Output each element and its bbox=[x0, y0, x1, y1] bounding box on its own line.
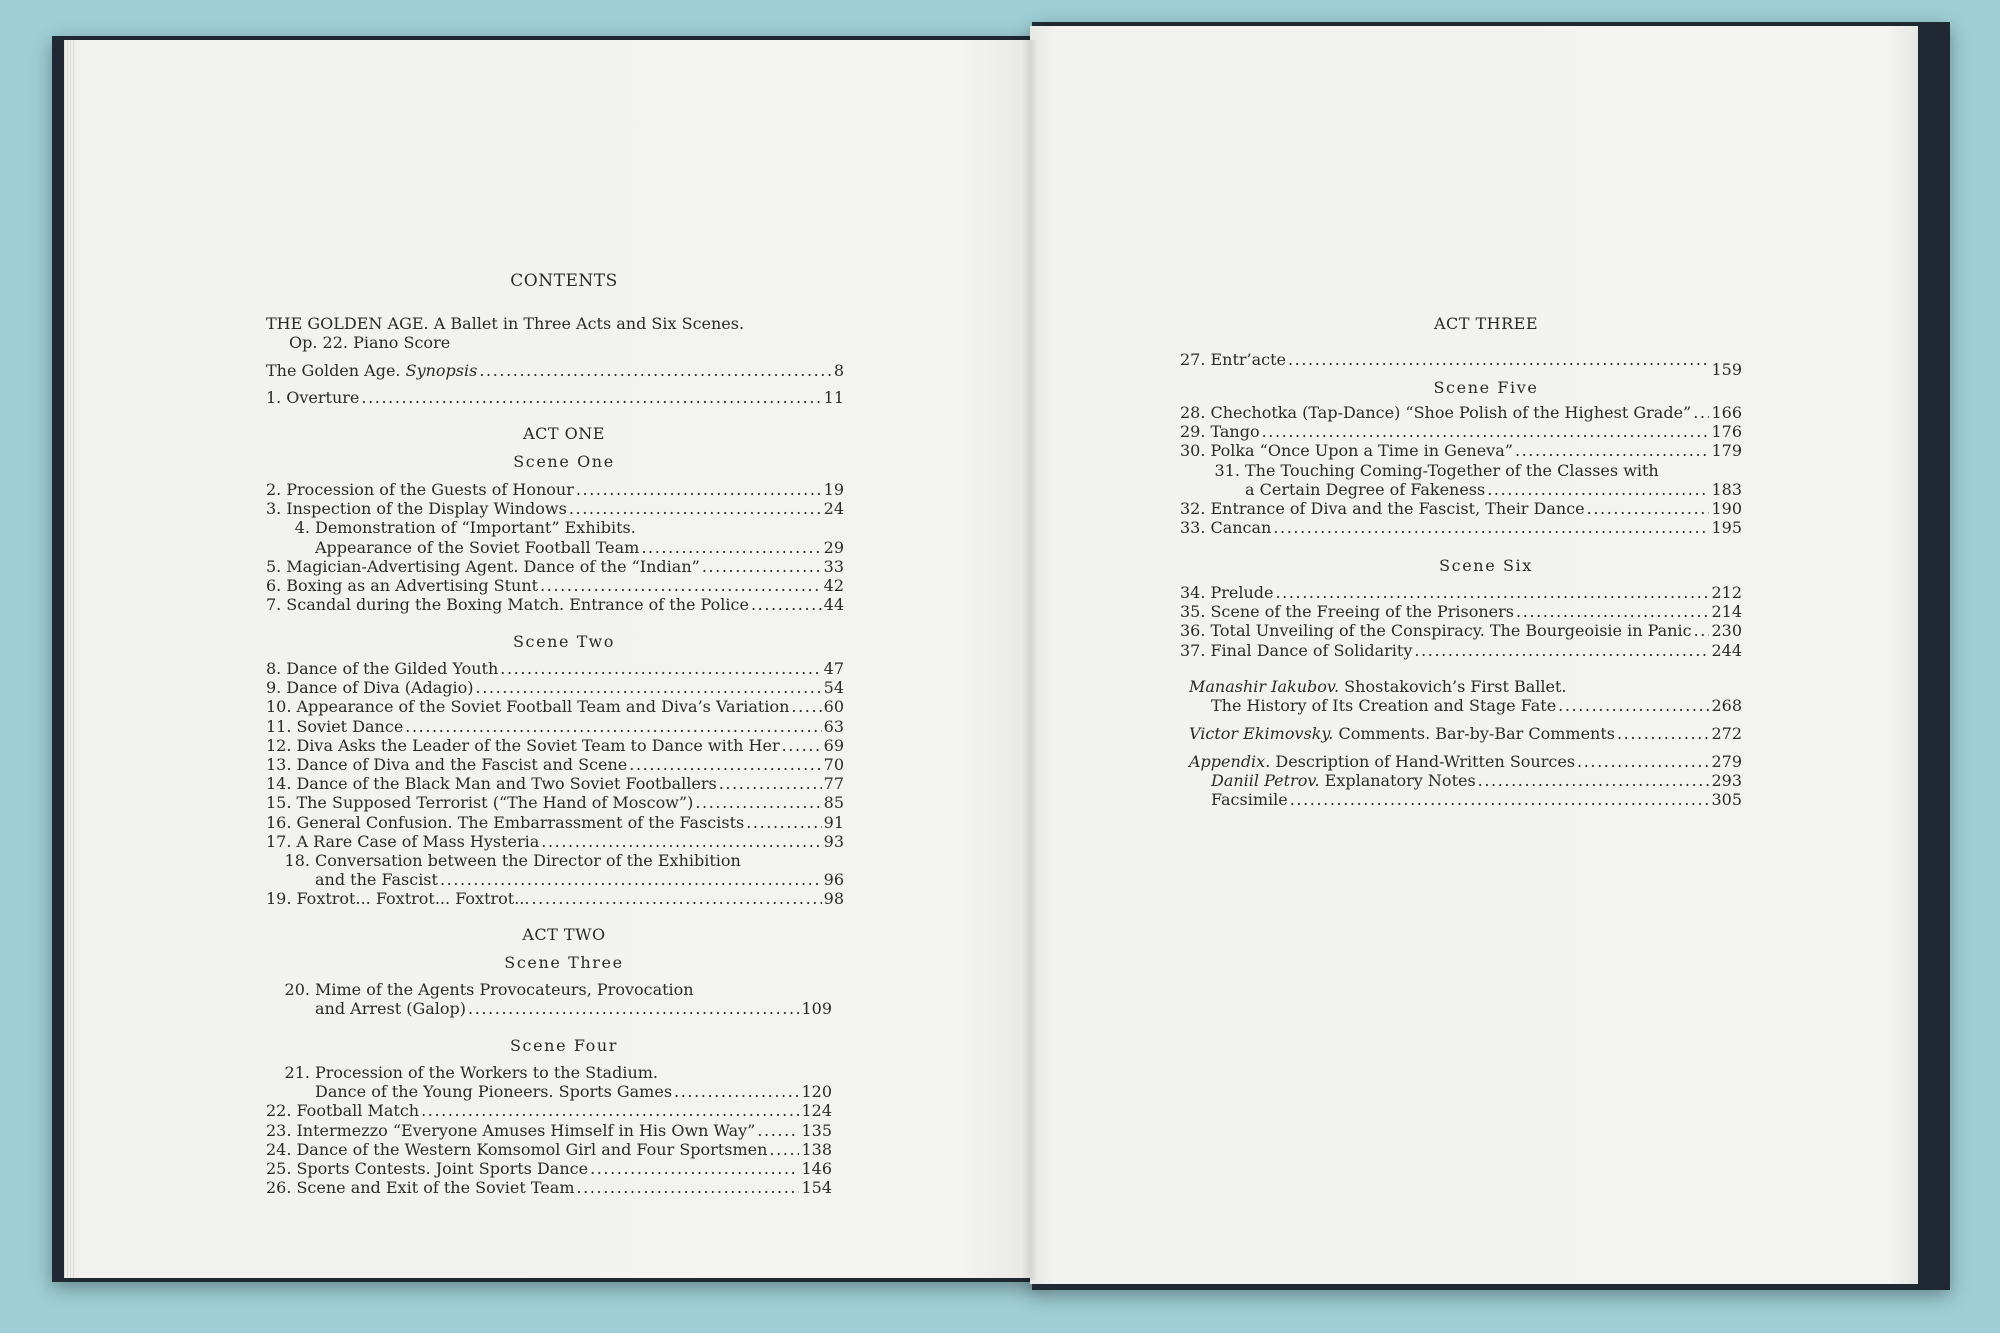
toc-num: 11. bbox=[266, 716, 292, 736]
toc-title: Diva Asks the Leader of the Soviet Team to Dance with Her bbox=[296, 735, 780, 755]
toc-page: 24 bbox=[823, 499, 844, 519]
toc-leader bbox=[541, 832, 821, 851]
toc-page: 98 bbox=[823, 889, 844, 909]
toc-leader bbox=[476, 678, 822, 697]
toc-num: 6. bbox=[266, 576, 282, 595]
toc-entry[interactable] bbox=[1180, 499, 1742, 518]
toc-leader bbox=[629, 755, 821, 774]
act-one-heading: ACT ONE bbox=[523, 424, 605, 443]
toc-title: Conversation between the Director of the Exhibition bbox=[315, 851, 741, 870]
toc-title: Scene of the Freeing of the Prisoners bbox=[1210, 602, 1515, 622]
toc-num: 17. bbox=[266, 831, 292, 851]
toc-title: Cancan bbox=[1210, 518, 1272, 538]
toc-entry[interactable] bbox=[266, 755, 844, 774]
toc-entry[interactable] bbox=[1180, 518, 1742, 537]
toc-num: 20. bbox=[284, 980, 310, 999]
toc-entry[interactable] bbox=[1180, 403, 1742, 422]
essay-iakubov-line2[interactable] bbox=[1211, 696, 1742, 715]
act-three-heading: ACT THREE bbox=[1433, 314, 1539, 333]
toc-page: 69 bbox=[823, 735, 844, 755]
toc-num: 10. bbox=[266, 697, 292, 717]
toc-entry[interactable] bbox=[266, 889, 844, 908]
toc-leader bbox=[1290, 790, 1710, 809]
toc-entry[interactable] bbox=[1180, 422, 1742, 441]
scene-one-heading: Scene One bbox=[513, 452, 615, 471]
toc-leader bbox=[1288, 350, 1709, 369]
toc-leader bbox=[1516, 602, 1709, 621]
toc-title: Tango bbox=[1210, 422, 1260, 442]
toc-num: 14. bbox=[266, 774, 292, 794]
toc-leader bbox=[1577, 752, 1709, 771]
toc-leader bbox=[695, 793, 821, 812]
toc-leader bbox=[405, 717, 821, 736]
toc-title: Polka “Once Upon a Time in Geneva” bbox=[1210, 441, 1513, 461]
toc-page: 135 bbox=[801, 1120, 832, 1140]
toc-num: 22. bbox=[266, 1101, 292, 1121]
toc-title: Total Unveiling of the Conspiracy. The Bourgeoisie in Panic bbox=[1210, 621, 1692, 641]
toc-leader bbox=[719, 774, 822, 793]
toc-title: Facsimile bbox=[1211, 790, 1288, 809]
petrov-entry[interactable] bbox=[1211, 771, 1742, 790]
toc-title: Chechotka (Tap-Dance) “Shoe Polish of the Highest Grade” bbox=[1210, 403, 1692, 422]
toc-num: 4. bbox=[294, 518, 310, 538]
toc-num: 12. bbox=[266, 735, 292, 755]
toc-title: Appearance of the Soviet Football Team bbox=[315, 537, 640, 557]
toc-title: Dance of the Western Komsomol Girl and Four Sportsmen bbox=[296, 1139, 768, 1159]
toc-num: 35. bbox=[1180, 602, 1206, 622]
page-edges bbox=[64, 40, 76, 1278]
toc-title: and Arrest (Galop) bbox=[315, 999, 467, 1019]
contents-heading: CONTENTS bbox=[510, 271, 618, 291]
toc-leader bbox=[1694, 621, 1710, 640]
toc-page: 212 bbox=[1711, 583, 1742, 602]
toc-page: 183 bbox=[1711, 479, 1742, 499]
toc-title: Mime of the Agents Provocateurs, Provocation bbox=[315, 980, 694, 999]
toc-page: 146 bbox=[801, 1159, 832, 1178]
toc-leader bbox=[1487, 480, 1709, 499]
toc-num: 36. bbox=[1180, 621, 1206, 641]
toc-num: 15. bbox=[266, 793, 292, 813]
toc-entry[interactable] bbox=[266, 1063, 832, 1082]
toc-entry[interactable] bbox=[266, 793, 844, 812]
toc-title: The Supposed Terrorist (“The Hand of Moscow”) bbox=[296, 793, 694, 813]
toc-num: 18. bbox=[284, 851, 310, 870]
toc-title: Dance of Diva (Adagio) bbox=[286, 678, 474, 698]
toc-leader bbox=[479, 361, 831, 380]
toc-entry[interactable] bbox=[1180, 621, 1742, 640]
toc-entry[interactable] bbox=[266, 678, 844, 697]
toc-leader bbox=[702, 557, 822, 576]
toc-entry[interactable] bbox=[266, 980, 832, 999]
toc-leader bbox=[751, 595, 822, 614]
toc-page: 195 bbox=[1711, 518, 1742, 538]
essay-iakubov-line1[interactable] bbox=[1189, 677, 1567, 696]
toc-entry[interactable] bbox=[266, 499, 844, 518]
toc-title: Dance of the Black Man and Two Soviet Footballers bbox=[296, 774, 717, 794]
toc-leader bbox=[361, 388, 821, 407]
toc-entry[interactable] bbox=[266, 832, 844, 851]
toc-leader bbox=[674, 1082, 799, 1101]
toc-entry[interactable] bbox=[266, 1140, 832, 1159]
toc-leader bbox=[1515, 441, 1710, 460]
toc-leader bbox=[1693, 403, 1709, 422]
toc-entry[interactable] bbox=[1180, 641, 1742, 660]
toc-entry[interactable] bbox=[266, 557, 844, 576]
toc-entry-continuation[interactable] bbox=[1245, 480, 1742, 499]
toc-leader bbox=[791, 697, 821, 716]
toc-leader bbox=[1587, 499, 1710, 518]
toc-num: 21. bbox=[284, 1063, 310, 1082]
toc-title: General Confusion. The Embarrassment of the Fascists bbox=[296, 812, 745, 832]
toc-entry-continuation[interactable] bbox=[315, 1082, 832, 1101]
toc-entry[interactable] bbox=[1180, 583, 1742, 602]
toc-leader bbox=[1275, 583, 1709, 602]
toc-title: The Golden Age. Synopsis bbox=[266, 361, 478, 380]
toc-page: 29 bbox=[823, 537, 844, 557]
toc-title: Boxing as an Advertising Stunt bbox=[286, 576, 539, 595]
toc-leader bbox=[1414, 641, 1709, 660]
toc-num: 25. bbox=[266, 1159, 292, 1178]
toc-leader bbox=[421, 1101, 799, 1120]
book-gutter bbox=[1022, 40, 1038, 1280]
toc-page: 120 bbox=[801, 1082, 832, 1102]
toc-leader bbox=[576, 480, 822, 499]
toc-page: 85 bbox=[823, 793, 844, 813]
toc-num: 8. bbox=[266, 659, 282, 678]
toc-page: 93 bbox=[823, 831, 844, 851]
toc-title: Football Match bbox=[296, 1101, 420, 1121]
toc-title: Victor Ekimovsky. Comments. Bar-by-Bar Comments bbox=[1189, 724, 1615, 743]
toc-title: Daniil Petrov. Explanatory Notes bbox=[1211, 771, 1476, 790]
book-title-line2: Op. 22. Piano Score bbox=[289, 333, 451, 352]
toc-num: 2. bbox=[266, 480, 282, 499]
toc-num: 27. bbox=[1180, 350, 1206, 369]
toc-entry-continuation[interactable] bbox=[315, 999, 832, 1018]
toc-leader bbox=[540, 576, 822, 595]
toc-entry[interactable] bbox=[1180, 602, 1742, 621]
toc-leader bbox=[1478, 771, 1710, 790]
toc-page: 305 bbox=[1711, 790, 1742, 809]
toc-page: 33 bbox=[823, 556, 844, 576]
toc-num: 9. bbox=[266, 678, 282, 698]
toc-title: Intermezzo “Everyone Amuses Himself in His Own Way” bbox=[296, 1120, 756, 1140]
scene-five-heading: Scene Five bbox=[1433, 378, 1539, 397]
toc-page: 244 bbox=[1711, 640, 1742, 660]
book-title-line1: THE GOLDEN AGE. A Ballet in Three Acts and Six Scenes. bbox=[266, 314, 745, 333]
toc-leader bbox=[569, 499, 822, 518]
toc-title: Scene and Exit of the Soviet Team bbox=[296, 1178, 575, 1198]
toc-title: Procession of the Workers to the Stadium. bbox=[315, 1063, 659, 1082]
toc-entry[interactable] bbox=[266, 717, 844, 736]
toc-num: 7. bbox=[266, 595, 282, 615]
toc-leader bbox=[1617, 724, 1709, 743]
toc-entry[interactable] bbox=[266, 1178, 832, 1197]
toc-page: 190 bbox=[1711, 499, 1742, 518]
toc-page: 214 bbox=[1711, 602, 1742, 622]
toc-page: 154 bbox=[801, 1178, 832, 1198]
toc-title: Dance of the Gilded Youth bbox=[286, 659, 499, 678]
toc-page: 54 bbox=[823, 678, 844, 698]
toc-title: Soviet Dance bbox=[296, 716, 404, 736]
scene-three-heading: Scene Three bbox=[504, 953, 624, 972]
toc-leader bbox=[500, 659, 821, 678]
scene-two-heading: Scene Two bbox=[512, 632, 616, 651]
toc-title: and the Fascist bbox=[315, 870, 438, 890]
toc-entry[interactable] bbox=[266, 480, 844, 499]
toc-title: Foxtrot... Foxtrot... Foxtrot... bbox=[296, 889, 530, 909]
toc-entry[interactable] bbox=[266, 595, 844, 614]
toc-leader bbox=[1262, 422, 1710, 441]
essay-title: Shostakovich’s First Ballet. bbox=[1339, 677, 1567, 696]
toc-entry-overture[interactable] bbox=[266, 388, 844, 407]
scene-six-heading: Scene Six bbox=[1439, 556, 1533, 575]
toc-page: 279 bbox=[1711, 752, 1742, 771]
toc-title: The History of Its Creation and Stage Fate bbox=[1211, 696, 1557, 715]
toc-entry[interactable] bbox=[266, 659, 844, 678]
toc-entry[interactable] bbox=[266, 1159, 832, 1178]
toc-title: Overture bbox=[286, 388, 360, 407]
toc-num: 19. bbox=[266, 889, 292, 909]
toc-entry[interactable] bbox=[266, 1121, 832, 1140]
toc-entry[interactable] bbox=[266, 851, 844, 870]
toc-title: a Certain Degree of Fakeness bbox=[1245, 479, 1486, 499]
toc-leader bbox=[531, 889, 821, 908]
essay-author: Manashir Iakubov. bbox=[1189, 677, 1340, 696]
toc-leader bbox=[590, 1159, 799, 1178]
toc-page: 268 bbox=[1711, 696, 1742, 715]
toc-page: 91 bbox=[823, 812, 844, 832]
toc-page: 272 bbox=[1711, 724, 1742, 743]
toc-title: Magician-Advertising Agent. Dance of the “Indian” bbox=[286, 556, 700, 576]
toc-num: 16. bbox=[266, 812, 292, 832]
toc-title: Final Dance of Solidarity bbox=[1210, 640, 1413, 660]
toc-entry[interactable] bbox=[1180, 461, 1742, 480]
toc-leader bbox=[746, 813, 821, 832]
toc-page: 60 bbox=[823, 697, 844, 717]
toc-num: 26. bbox=[266, 1178, 292, 1198]
toc-num: 32. bbox=[1180, 499, 1206, 518]
appendix-entry[interactable] bbox=[1189, 752, 1742, 771]
toc-num: 3. bbox=[266, 499, 282, 519]
essay-ekimovsky[interactable] bbox=[1189, 724, 1742, 743]
toc-num: 31. bbox=[1214, 460, 1240, 480]
toc-page: 70 bbox=[823, 755, 844, 774]
toc-entry-continuation[interactable] bbox=[315, 870, 844, 889]
toc-page: 293 bbox=[1711, 771, 1742, 790]
scene-four-heading: Scene Four bbox=[509, 1036, 619, 1055]
toc-num: 34. bbox=[1180, 583, 1206, 602]
toc-page: 96 bbox=[823, 870, 844, 890]
toc-num: 1. bbox=[266, 388, 282, 407]
toc-title: The Touching Coming-Together of the Classes with bbox=[1245, 460, 1659, 480]
toc-page: 138 bbox=[801, 1139, 832, 1159]
toc-num: 29. bbox=[1180, 422, 1206, 442]
toc-leader bbox=[440, 870, 822, 889]
toc-title: Sports Contests. Joint Sports Dance bbox=[296, 1159, 589, 1178]
toc-title: Scandal during the Boxing Match. Entrance of the Police bbox=[286, 595, 749, 615]
toc-page: 230 bbox=[1711, 621, 1742, 641]
toc-page: 179 bbox=[1711, 441, 1742, 461]
toc-page: 63 bbox=[823, 716, 844, 736]
toc-page: 42 bbox=[823, 576, 844, 595]
toc-leader bbox=[757, 1121, 799, 1140]
toc-leader bbox=[769, 1140, 799, 1159]
toc-num: 33. bbox=[1180, 518, 1206, 538]
toc-page: 124 bbox=[801, 1101, 832, 1121]
toc-title: Entr’acte bbox=[1210, 350, 1286, 369]
toc-title: Appearance of the Soviet Football Team and Diva’s Variation bbox=[296, 697, 790, 717]
toc-title: Inspection of the Display Windows bbox=[286, 499, 567, 519]
toc-title: Dance of the Young Pioneers. Sports Games bbox=[315, 1082, 673, 1102]
toc-title: Dance of Diva and the Fascist and Scene bbox=[296, 755, 628, 774]
toc-num: 5. bbox=[266, 556, 282, 576]
toc-num: 30. bbox=[1180, 441, 1206, 461]
toc-leader bbox=[1558, 696, 1709, 715]
toc-title: Entrance of Diva and the Fascist, Their Dance bbox=[1210, 499, 1585, 518]
facsimile-entry[interactable] bbox=[1211, 790, 1742, 809]
toc-page: 47 bbox=[823, 659, 844, 678]
toc-entry[interactable] bbox=[266, 697, 844, 716]
toc-leader bbox=[641, 538, 821, 557]
toc-num: 28. bbox=[1180, 403, 1206, 422]
toc-entry[interactable] bbox=[1180, 441, 1742, 460]
toc-page: 44 bbox=[823, 595, 844, 615]
toc-page: 166 bbox=[1711, 403, 1742, 422]
toc-page: 8 bbox=[833, 361, 844, 380]
toc-title: A Rare Case of Mass Hysteria bbox=[296, 831, 540, 851]
toc-entry[interactable] bbox=[266, 774, 844, 793]
toc-num: 24. bbox=[266, 1139, 292, 1159]
toc-title: Appendix. Description of Hand-Written Sources bbox=[1189, 752, 1576, 771]
toc-leader bbox=[1273, 518, 1709, 537]
toc-entry-continuation[interactable] bbox=[315, 538, 844, 557]
toc-num: 13. bbox=[266, 755, 292, 774]
toc-entry-synopsis[interactable] bbox=[266, 361, 844, 380]
toc-title: Prelude bbox=[1210, 583, 1274, 602]
toc-leader bbox=[468, 999, 799, 1018]
toc-entry[interactable] bbox=[266, 518, 844, 537]
toc-page: 11 bbox=[823, 388, 844, 407]
toc-title: Procession of the Guests of Honour bbox=[286, 480, 574, 499]
act-two-heading: ACT TWO bbox=[522, 925, 606, 944]
toc-page: 109 bbox=[801, 999, 832, 1019]
toc-entry[interactable] bbox=[266, 576, 844, 595]
toc-num: 23. bbox=[266, 1120, 292, 1140]
toc-entry[interactable] bbox=[266, 813, 844, 832]
toc-page: 176 bbox=[1711, 422, 1742, 442]
toc-entry-entracte[interactable] bbox=[1180, 340, 1742, 379]
toc-leader bbox=[576, 1178, 799, 1197]
toc-title: Demonstration of “Important” Exhibits. bbox=[315, 518, 636, 538]
toc-page: 19 bbox=[823, 480, 844, 499]
toc-page: 77 bbox=[823, 774, 844, 794]
toc-entry[interactable] bbox=[266, 736, 844, 755]
toc-page: 159 bbox=[1711, 360, 1742, 379]
toc-num: 37. bbox=[1180, 640, 1206, 660]
toc-entry[interactable] bbox=[266, 1101, 832, 1120]
toc-leader bbox=[782, 736, 822, 755]
